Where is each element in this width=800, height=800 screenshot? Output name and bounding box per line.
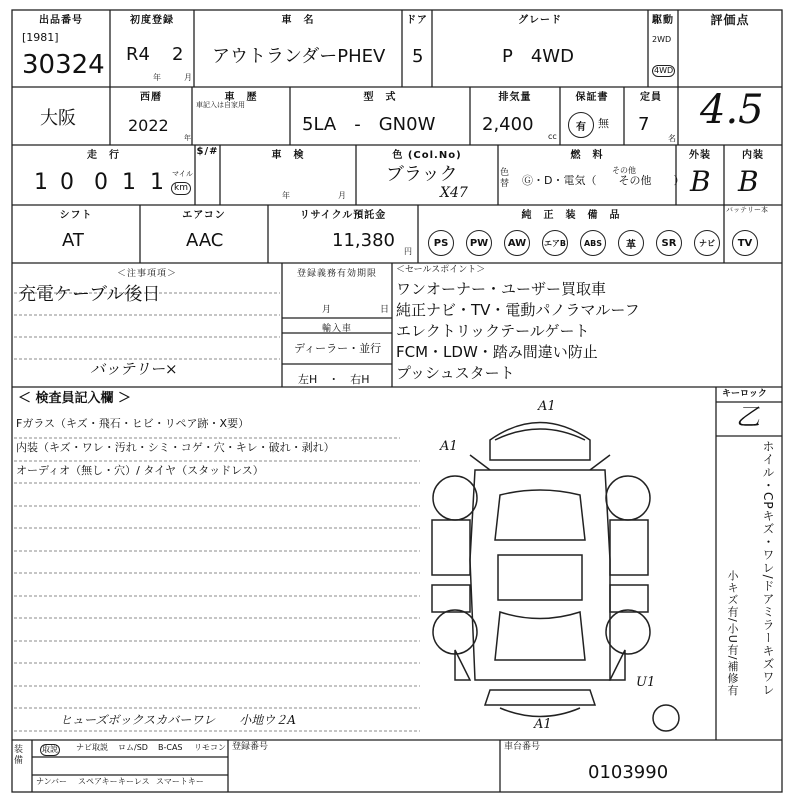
note-2: バッテリー× <box>90 360 178 378</box>
inspection-month-unit: 月 <box>338 191 346 200</box>
header-year: 西暦 <box>140 92 162 103</box>
lot-prefix: [1981] <box>22 31 59 44</box>
warranty-yes: 有 <box>568 112 594 138</box>
inspector-line-2: 内装（キズ・ワレ・汚れ・シミ・コゲ・穴・キレ・破れ・剥れ） <box>16 441 335 454</box>
item-keyless: キーレス <box>118 777 150 786</box>
header-exterior: 外装 <box>689 150 711 161</box>
equip-leather: 革 <box>618 230 644 256</box>
sales-point-4: FCM・LDW・踏み間違い防止 <box>396 343 598 361</box>
area-value: 大阪 <box>40 108 76 129</box>
item-navi-manual: ナビ取説 <box>76 743 108 752</box>
header-inspection: 車 検 <box>271 150 305 161</box>
header-equipment: 純 正 装 備 品 <box>521 210 621 221</box>
header-chassis-no: 車台番号 <box>504 742 541 752</box>
equip-ps: PS <box>428 230 454 256</box>
header-aircon: エアコン <box>182 210 226 221</box>
header-sales-point: ＜セールスポイント＞ <box>396 265 486 275</box>
model-value: 5LA - GN0W <box>302 114 436 135</box>
item-number: ナンバー <box>36 777 68 786</box>
inspector-line-3: オーディオ（無し・穴）/ タイヤ（スタッドレス） <box>16 464 264 477</box>
note-1: 充電ケーブル後日 <box>18 284 161 305</box>
color-code: X47 <box>440 185 468 201</box>
mileage-digit-5: 1 <box>150 170 164 195</box>
vertical-note-2: 小キズ有/小U有/補修有 <box>726 570 739 697</box>
year-unit: 年 <box>153 73 161 82</box>
mileage-unit-km: km <box>171 182 191 195</box>
lot-number: 30324 <box>22 50 105 80</box>
year-value: 2022 <box>128 116 169 135</box>
year-unit-2: 年 <box>184 134 191 142</box>
equipment-sub: バッテリー本 <box>726 206 768 214</box>
header-color: 色 (Col.No) <box>392 150 462 161</box>
first-reg-era: R4 <box>126 44 150 65</box>
shift-value: AT <box>62 230 84 251</box>
fuel-value: Ⓖ・D・電気（ その他 ） <box>522 174 685 187</box>
reg-month: 月 <box>322 305 332 315</box>
header-keylock: キーロック <box>722 389 767 399</box>
equip-pw: PW <box>466 230 492 256</box>
capacity-unit: 名 <box>668 134 676 143</box>
header-grade: グレード <box>518 15 562 26</box>
header-recycle: リサイクル預託金 <box>299 210 387 221</box>
history-note: 車記入は自家用 <box>196 101 245 109</box>
recycle-unit: 円 <box>404 247 412 256</box>
drive-4wd: 4WD <box>654 66 674 75</box>
chassis-no-value: 0103990 <box>588 762 669 783</box>
reg-day: 日 <box>380 305 390 315</box>
inspector-bottom-note: ヒューズボックスカバーワレ 小地ウ２A <box>60 713 296 727</box>
header-shift: シフト <box>59 210 93 221</box>
displacement-unit: cc <box>548 132 557 141</box>
first-reg-month: 2 <box>172 44 184 65</box>
diagram-mark-bottom: A1 <box>534 717 552 732</box>
vertical-note-1: ホイル・CPキズ・ワレ/ドアミラーキズワレ <box>761 440 775 697</box>
interior-value: B <box>738 165 759 198</box>
header-model: 型 式 <box>363 92 397 103</box>
door-value: 5 <box>412 46 424 67</box>
header-fuel: 燃 料 <box>570 150 604 161</box>
header-interior: 内装 <box>742 150 764 161</box>
equip-navi: ナビ <box>694 230 720 256</box>
header-mileage: 走 行 <box>87 150 120 161</box>
equip-tv: TV <box>732 230 758 256</box>
fuel-other: その他 <box>612 166 636 175</box>
import-handle: 左H ・ 右H <box>298 373 370 386</box>
diagram-mark-left: A1 <box>440 439 458 454</box>
displacement-value: 2,400 <box>482 114 534 135</box>
mileage-digit-2: 0 <box>60 170 74 195</box>
equip-abs: ABS <box>580 230 606 256</box>
header-inspector: ＜ 検査員記入欄 ＞ <box>18 391 132 406</box>
keylock-value: 乙 <box>736 403 760 431</box>
color-value: ブラック <box>386 164 458 185</box>
inspector-line-1: Fガラス（キズ・飛石・ヒビ・リペア跡・X要） <box>16 417 250 430</box>
header-first-reg: 初度登録 <box>130 15 174 26</box>
warranty-no: 無 <box>598 117 609 130</box>
exterior-value: B <box>690 165 711 198</box>
sales-point-3: エレクトリックテールゲート <box>396 322 590 340</box>
header-notes: ＜注事項項＞ <box>116 269 177 279</box>
equip-sr: SR <box>656 230 682 256</box>
header-door: ドア <box>406 15 428 26</box>
mileage-unit-mile: マイル <box>172 170 193 178</box>
item-remote: リモコン <box>194 743 226 752</box>
header-lot: 出品番号 <box>39 15 83 26</box>
header-history: 車 歴 <box>224 92 258 103</box>
sales-point-5: プッシュスタート <box>396 364 515 382</box>
grade-value: P 4WD <box>502 46 574 67</box>
recycle-value: 11,380 <box>332 230 395 251</box>
header-warranty: 保証書 <box>575 92 609 103</box>
capacity-value: 7 <box>638 114 650 135</box>
sales-point-1: ワンオーナー・ユーザー買取車 <box>396 280 607 298</box>
header-car-name: 車 名 <box>281 15 315 26</box>
rating-value: 4.5 <box>700 87 764 133</box>
color-change: 色替 <box>500 168 510 189</box>
month-unit: 月 <box>184 73 192 82</box>
header-sdollar: $/# <box>196 146 219 157</box>
bottom-label: 装備 <box>14 745 24 766</box>
header-import: 輸入車 <box>321 324 352 334</box>
diagram-mark-right: U1 <box>636 675 656 690</box>
header-capacity: 定員 <box>640 92 662 103</box>
mileage-digit-3: 0 <box>94 170 108 195</box>
header-rating: 評価点 <box>710 13 750 27</box>
header-drive: 駆動 <box>652 15 674 26</box>
item-rom: ロム/SD <box>118 743 148 752</box>
header-reg-no: 登録番号 <box>232 742 269 752</box>
drive-2wd: 2WD <box>652 35 672 44</box>
item-bcas: B-CAS <box>158 743 183 752</box>
sales-point-2: 純正ナビ・TV・電動パノラマルーフ <box>396 301 640 319</box>
aircon-value: AAC <box>186 230 224 251</box>
item-spare-key: スペアキー <box>78 777 118 786</box>
header-displacement: 排気量 <box>498 92 532 103</box>
inspection-year-unit: 年 <box>282 191 290 200</box>
item-smart-key: スマートキー <box>156 777 204 786</box>
equip-airbag: エアB <box>542 230 568 256</box>
car-name-value: アウトランダーPHEV <box>212 46 386 67</box>
header-reg-date: 登録義務有効期限 <box>296 269 377 279</box>
mileage-digit-4: 1 <box>122 170 136 195</box>
item-manual: 取説 <box>42 745 58 754</box>
diagram-mark-top: A1 <box>538 399 556 414</box>
mileage-digit-1: 1 <box>34 170 48 195</box>
equip-aw: AW <box>504 230 530 256</box>
import-dealer: ディーラー・並行 <box>294 342 382 355</box>
